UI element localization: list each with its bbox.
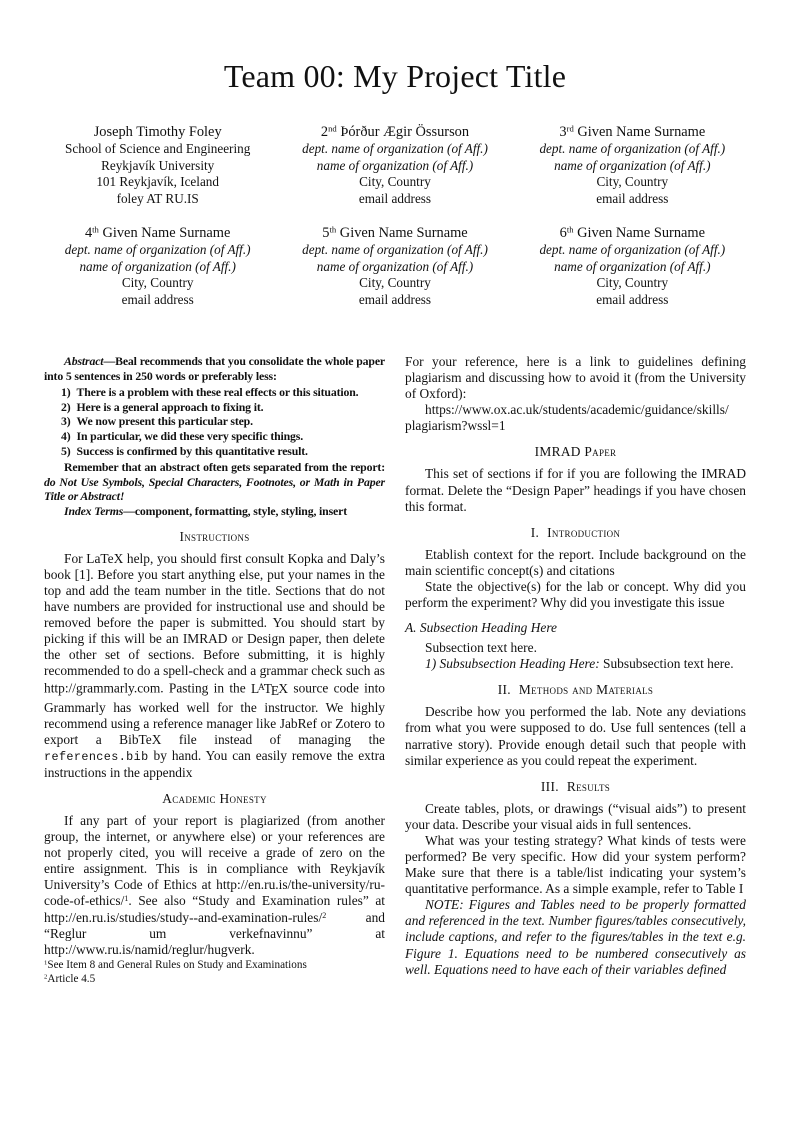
- author-affil-line: name of organization (of Aff.): [79, 258, 236, 274]
- abstract-item-text: We now present this particular step.: [76, 414, 253, 429]
- authors-grid: [44, 123, 746, 308]
- paragraph-results-2: What was your testing strategy? What kinds of tests were performed? Be very specific. How did your system perform? Make sure that there is a table/list indicating your system’s quantitative performance. As a simple example, refer to Table I: [405, 832, 746, 897]
- url-link-line-2[interactable]: plagiarism?wssl=1: [405, 418, 506, 434]
- footnotes: [44, 958, 385, 991]
- author-affil-line: dept. name of organization (of Aff.): [302, 141, 488, 156]
- abstract-item-number: 3): [61, 414, 71, 429]
- author-affil-line: dept. name of organization (of Aff.): [64, 242, 251, 257]
- left-column: [44, 354, 385, 986]
- author-name: Joseph Timothy Foley: [93, 124, 222, 140]
- abstract-item: [44, 400, 385, 415]
- author-name: 3rd Given Name Surname: [559, 123, 706, 140]
- url-link-line-1[interactable]: https://www.ox.ac.uk/students/academic/guidance/skills/: [425, 402, 729, 418]
- footnote-1: $^1$See Item 8 and General Rules on Study and Examinations: [44, 958, 307, 971]
- section-number: I.: [530, 524, 540, 540]
- author-block-2: [281, 123, 508, 207]
- paragraph-subsubsection: 1) Subsubsection Heading Here: Subsubsection text here.: [425, 656, 734, 672]
- section-heading-results: [405, 779, 746, 795]
- body-columns: [44, 354, 746, 986]
- author-name: 6th Given Name Surname: [559, 224, 706, 241]
- section-number: II.: [497, 682, 511, 698]
- section-heading-methods: [405, 682, 746, 698]
- author-affil-line: name of organization (of Aff.): [316, 157, 474, 173]
- paragraph-imrad: This set of sections if for if you are following the IMRAD format. Delete the “Design Paper” headings if you have chosen this format.: [405, 466, 746, 514]
- abstract: [44, 354, 385, 519]
- author-affil-line: name of organization (of Aff.): [316, 258, 474, 274]
- abstract-intro: Abstract—Beal recommends that you consolidate the whole paper into 5 sentences in 250 words or preferably less:: [44, 354, 385, 383]
- index-terms: Index Terms—component, formatting, style, styling, insert: [64, 503, 347, 518]
- paragraph-intro-context: Etablish context for the report. Include background on the main scientific concept(s) and citations: [405, 546, 746, 578]
- abstract-list: [44, 385, 385, 458]
- abstract-item-number: 5): [61, 443, 71, 458]
- author-affil-line: City, Country: [359, 275, 431, 290]
- author-email: email address: [596, 291, 669, 307]
- author-block-3: [519, 123, 746, 207]
- right-column: [405, 354, 746, 977]
- section-heading-imrad: IMRAD Paper: [534, 444, 617, 460]
- abstract-item: [44, 444, 385, 459]
- section-title: Results: [566, 778, 611, 794]
- abstract-item-text: There is a problem with these real effects or this situation.: [76, 385, 359, 400]
- author-email: foley AT RU.IS: [116, 190, 199, 206]
- paragraph-reference: For your reference, here is a link to guidelines defining plagiarism and discussing how to avoid it (from the University of Oxford):: [405, 354, 746, 402]
- section-heading-instructions: Instructions: [179, 528, 250, 544]
- author-affil-line: City, Country: [596, 174, 669, 189]
- section-number: III.: [540, 778, 559, 794]
- section-heading-academic-honesty: Academic Honesty: [162, 790, 267, 806]
- author-affil-line: name of organization (of Aff.): [554, 157, 711, 173]
- author-email: email address: [358, 190, 432, 206]
- abstract-item-text: Here is a general approach to fixing it.: [76, 399, 264, 414]
- paragraph-results-note: NOTE: Figures and Tables need to be properly formatted and referenced in the text. Number figures/tables consecutively, include captions, and refer to the figures/tables in the text e.g. Figure 1. Equations need to be numbered consecutively as well. Equations need to have each of their variables defined: [405, 897, 746, 977]
- author-affil-line: dept. name of organization (of Aff.): [539, 242, 726, 257]
- section-title: Methods and Materials: [518, 682, 654, 698]
- abstract-item: [44, 429, 385, 444]
- author-affil-line: dept. name of organization (of Aff.): [302, 242, 488, 257]
- paragraph-subsection-text: Subsection text here.: [425, 640, 537, 656]
- section-heading-introduction: [405, 525, 746, 541]
- paragraph-results-1: Create tables, plots, or drawings (“visual aids”) to present your data. Describe your visual aids in full sentences.: [405, 800, 746, 832]
- author-name: 4th Given Name Surname: [84, 224, 231, 241]
- author-affil-line: School of Science and Engineering: [65, 141, 251, 156]
- author-name: 5th Given Name Surname: [322, 224, 468, 241]
- abstract-item: [44, 414, 385, 429]
- paragraph-intro-objective: State the objective(s) for the lab or concept. Why did you perform the experiment? Why did you investigate this issue: [405, 578, 746, 611]
- abstract-item-number: 2): [61, 399, 71, 414]
- author-block-5: [281, 224, 508, 308]
- subsection-heading: A. Subsection Heading Here: [405, 620, 557, 636]
- author-name: 2nd Þórður Ægir Össurson: [320, 123, 470, 140]
- abstract-item-number: 4): [61, 428, 71, 443]
- author-affil-line: City, Country: [359, 174, 431, 189]
- abstract-item-text: In particular, we did these very specific things.: [76, 428, 304, 443]
- author-affil-line: 101 Reykjavík, Iceland: [96, 174, 219, 189]
- author-block-4: [44, 224, 271, 308]
- abstract-item-number: 1): [61, 385, 71, 400]
- author-block-1: [44, 123, 271, 207]
- author-affil-line: City, Country: [121, 275, 194, 290]
- paragraph-instructions: For LaTeX help, you should first consult Kopka and Daly’s book [1]. Before you start anything else, put your names in the top and add the team number in the title. Sections that do not have numbers are provided for instructional use and should be removed before the paper is submitted. You should start by picking if this will be an IMRAD or Design paper, then delete the other set of sections. Before submitting, it is highly recommended to do a spell-check and a grammar check such as http://grammarly.com. Pasting in the $L^ATEX$ source code into Grammarly has worked well for the instructor. We highly recommend using a reference manager like JabRef or Zotero to export a BibTeX file instead of managing the references.bib by hand. You can easily remove the extra instructions in the appendix: [44, 550, 385, 780]
- paragraph-academic-honesty: If any part of your report is plagiarized (from another group, the internet, or anywhere else) or your references are not properly cited, you will receive a grade of zero on the entire assignment. This is in compliance with Reykjavík University’s Code of Ethics at http://en.ru.is/the-university/ru-code-of-ethics/$^1$. See also “Study and Examination rules” at http://en.ru.is/studies/study--and-examination-rules/$^2$ and “Reglur um verkefnavinnu” at http://www.ru.is/namid/reglur/hugverk.: [44, 812, 385, 957]
- author-email: email address: [358, 291, 432, 307]
- author-affil-line: name of organization (of Aff.): [554, 258, 711, 274]
- abstract-item-text: Success is confirmed by this quantitative result.: [76, 443, 308, 458]
- paragraph-methods: Describe how you performed the lab. Note any deviations from what you were supposed to do. Use full sentences (tell a narrative story). Provide enough detail such that people with similar experience as you could repeat the experiment.: [405, 704, 746, 768]
- author-email: email address: [121, 291, 194, 307]
- author-email: email address: [596, 190, 669, 206]
- author-affil-line: Reykjavík University: [101, 157, 215, 173]
- paper-title: Team 00: My Project Title: [223, 58, 567, 94]
- abstract-item: [44, 385, 385, 400]
- footnote-2: $^2$Article 4.5: [44, 973, 96, 986]
- author-affil-line: dept. name of organization (of Aff.): [539, 141, 726, 156]
- section-title: Introduction: [547, 524, 621, 540]
- author-block-6: [519, 224, 746, 308]
- abstract-remember: Remember that an abstract often gets separated from the report: do Not Use Symbols, Special Characters, Footnotes, or Math in Paper Title or Abstract!: [44, 460, 385, 504]
- author-affil-line: City, Country: [596, 275, 669, 290]
